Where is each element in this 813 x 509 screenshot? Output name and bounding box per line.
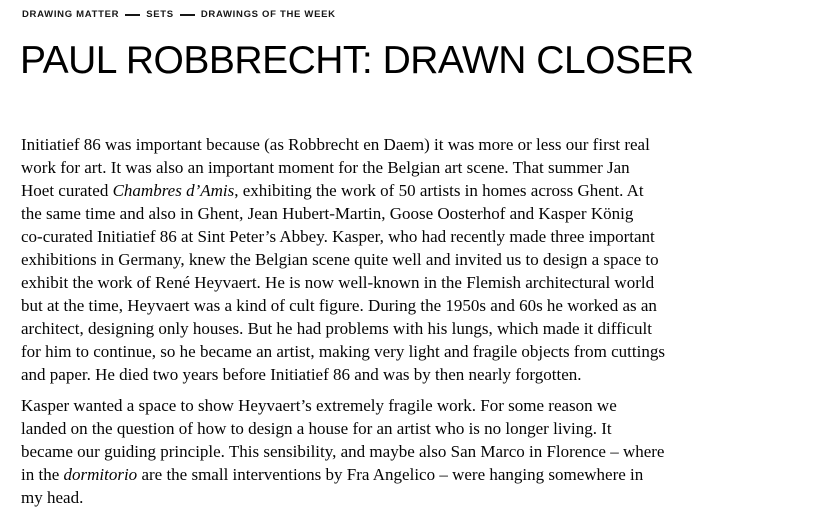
breadcrumb-item-sets[interactable]: SETS <box>146 9 174 20</box>
text-run: Initiatief 86 was important because (as Robbrecht en Daem) it was more or less our first real <box>21 135 650 154</box>
paragraph-line <box>21 133 681 156</box>
paragraph-line <box>21 463 681 486</box>
text-run: Kasper wanted a space to show Heyvaert’s extremely fragile work. For some reason we <box>21 396 617 415</box>
breadcrumb-separator-dash <box>180 14 195 16</box>
text-run: exhibitions in Germany, knew the Belgian scene quite well and invited us to design a space to <box>21 250 659 269</box>
text-run: landed on the question of how to design a house for an artist who is no longer living. It <box>21 419 612 438</box>
paragraph-line <box>21 156 681 179</box>
paragraph <box>21 394 681 509</box>
text-run: my head. <box>21 488 84 507</box>
text-run: in the <box>21 465 64 484</box>
text-run: but at the time, Heyvaert was a kind of cult figure. During the 1950s and 60s he worked as an <box>21 296 657 315</box>
breadcrumb <box>22 9 336 20</box>
text-run: architect, designing only houses. But he had problems with his lungs, which made it difficult <box>21 319 652 338</box>
breadcrumb-item-drawing-matter[interactable]: DRAWING MATTER <box>22 9 120 20</box>
page-title: PAUL ROBBRECHT: DRAWN CLOSER <box>20 39 694 82</box>
paragraph-line <box>21 225 681 248</box>
paragraph-line <box>21 179 681 202</box>
breadcrumb-separator-dash <box>125 14 140 16</box>
text-run: became our guiding principle. This sensibility, and maybe also San Marco in Florence – where <box>21 442 665 461</box>
text-run: co-curated Initiatief 86 at Sint Peter’s Abbey. Kasper, who had recently made three important <box>21 227 655 246</box>
paragraph-line <box>21 294 681 317</box>
paragraph <box>21 133 681 386</box>
italic-text-run: Chambres d’Amis <box>112 181 235 200</box>
paragraph-line <box>21 363 681 386</box>
paragraph-line <box>21 417 681 440</box>
text-run: the same time and also in Ghent, Jean Hubert-Martin, Goose Oosterhof and Kasper König <box>21 204 634 223</box>
text-run: exhibit the work of René Heyvaert. He is now well-known in the Flemish architectural world <box>21 273 655 292</box>
paragraph-line <box>21 271 681 294</box>
text-run: , exhibiting the work of 50 artists in homes across Ghent. At <box>234 181 644 200</box>
paragraph-line <box>21 202 681 225</box>
paragraph-line <box>21 340 681 363</box>
text-run: Hoet curated <box>21 181 113 200</box>
paragraph-line <box>21 317 681 340</box>
paragraph-line <box>21 486 681 509</box>
text-run: and paper. He died two years before Initiatief 86 and was by then nearly forgotten. <box>21 365 582 384</box>
paragraph-line <box>21 248 681 271</box>
breadcrumb-item-drawings-of-the-week[interactable]: DRAWINGS OF THE WEEK <box>200 9 336 20</box>
paragraph-line <box>21 440 681 463</box>
text-run: work for art. It was also an important moment for the Belgian art scene. That summer Jan <box>21 158 630 177</box>
italic-text-run: dormitorio <box>63 465 138 484</box>
text-run: are the small interventions by Fra Angelico – were hanging somewhere in <box>137 465 644 484</box>
paragraph-line <box>21 394 681 417</box>
article-body <box>21 133 681 509</box>
text-run: for him to continue, so he became an artist, making very light and fragile objects from cuttings <box>21 342 665 361</box>
